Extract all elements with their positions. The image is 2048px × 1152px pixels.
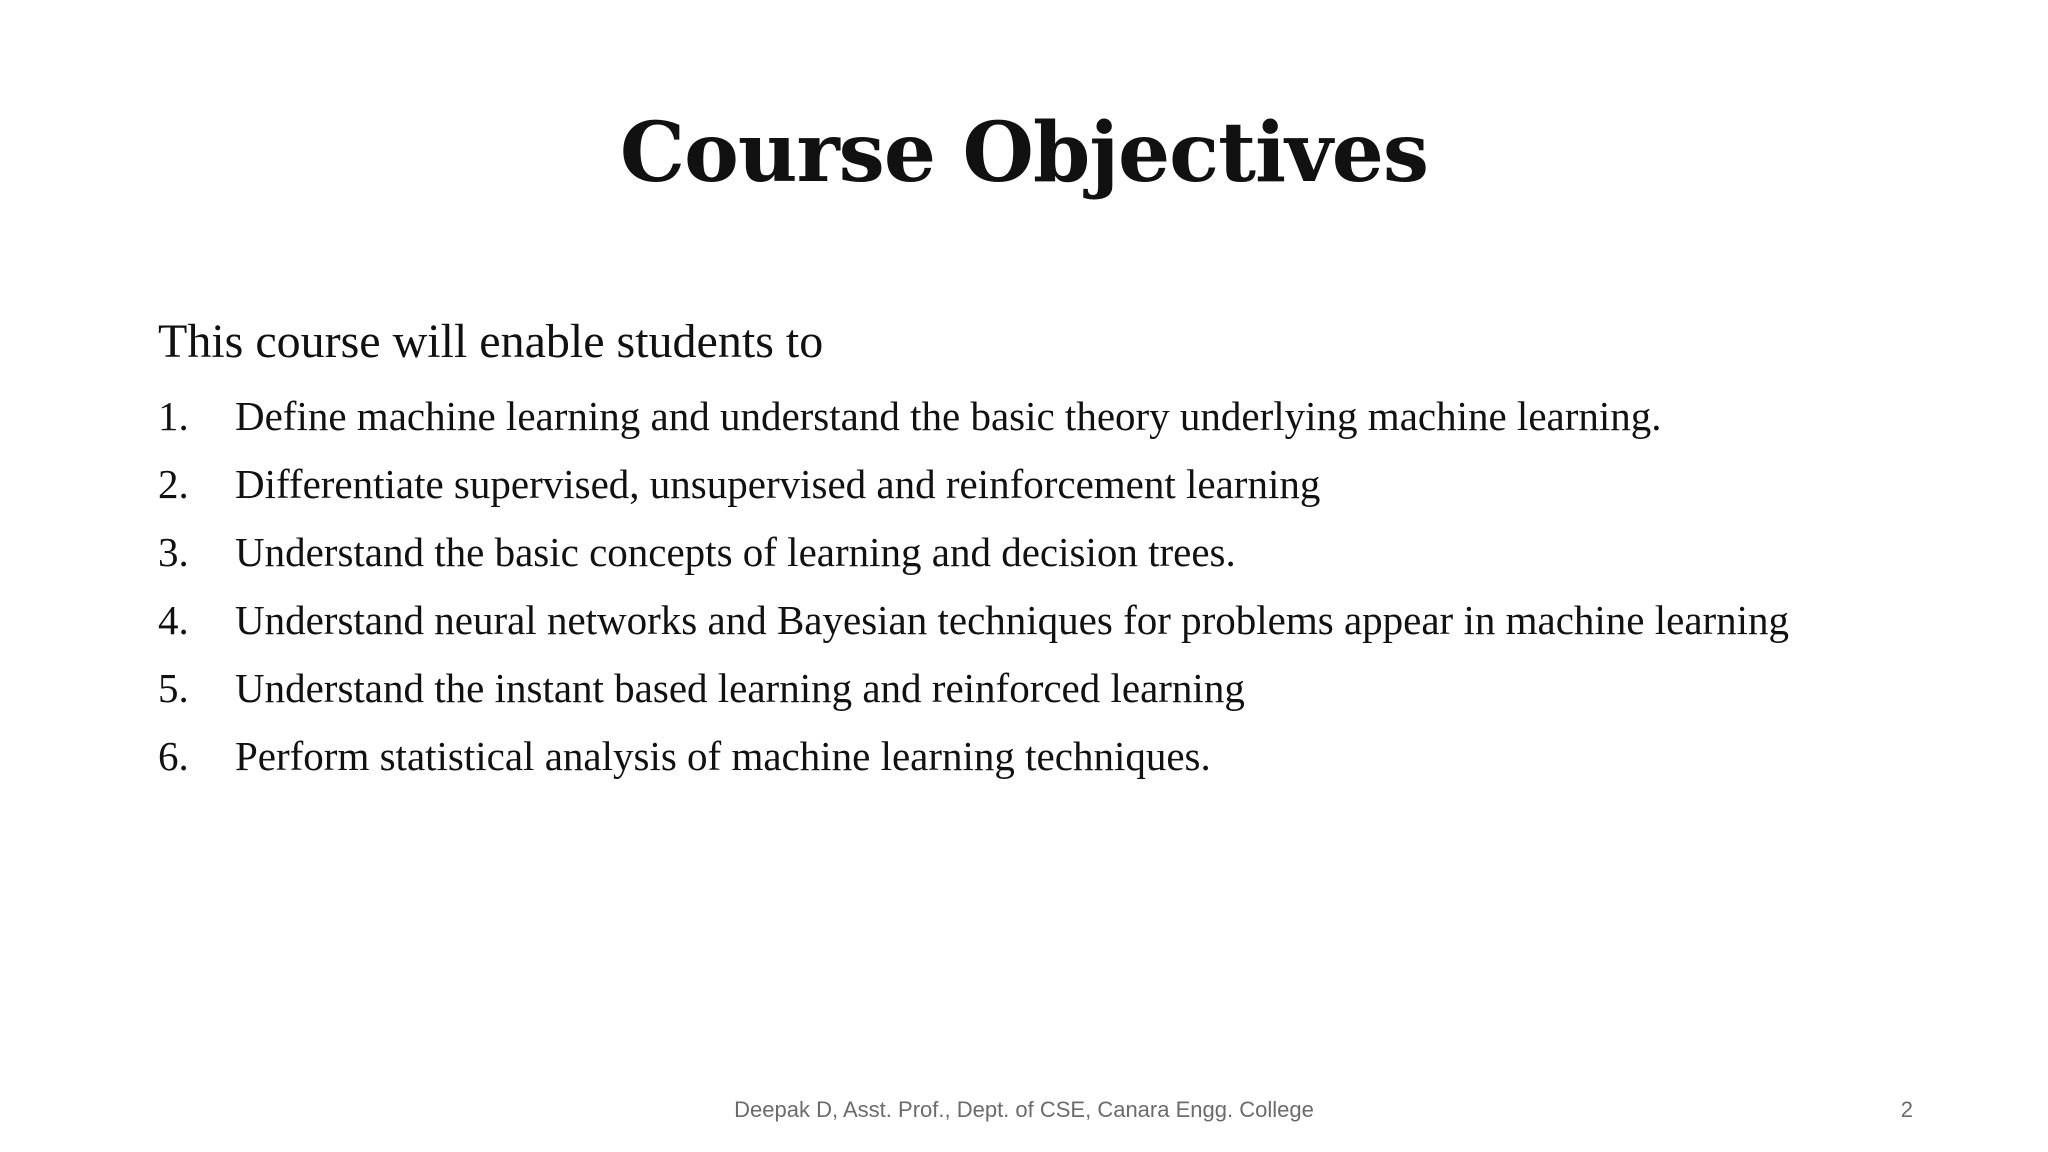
- list-item: [158, 664, 1789, 732]
- list-item: [158, 460, 1789, 528]
- list-item-number: 1.: [158, 393, 189, 439]
- list-item: [158, 596, 1789, 664]
- slide-footer: Deepak D, Asst. Prof., Dept. of CSE, Canara Engg. College: [734, 1097, 1314, 1122]
- list-item-text: Understand the instant based learning and reinforced learning: [235, 665, 1245, 711]
- list-item-text: Define machine learning and understand the basic theory underlying machine learning.: [235, 393, 1662, 439]
- list-item-number: 2.: [158, 461, 189, 507]
- slide-title: Course Objectives: [619, 105, 1429, 201]
- list-item-number: 5.: [158, 665, 189, 711]
- page-number: 2: [1900, 1097, 1913, 1122]
- list-item-text: Perform statistical analysis of machine learning techniques.: [235, 733, 1211, 779]
- list-item: [158, 732, 1789, 800]
- list-item: [158, 392, 1789, 460]
- list-item-text: Understand the basic concepts of learning and decision trees.: [235, 529, 1236, 575]
- list-item-number: 6.: [158, 733, 189, 779]
- objectives-list: [158, 392, 1789, 800]
- list-item: [158, 528, 1789, 596]
- list-item-text: Differentiate supervised, unsupervised and reinforcement learning: [235, 461, 1321, 507]
- list-item-number: 3.: [158, 529, 189, 575]
- list-item-text: Understand neural networks and Bayesian techniques for problems appear in machine learning: [235, 597, 1790, 643]
- intro-text: This course will enable students to: [158, 315, 824, 368]
- list-item-number: 4.: [158, 597, 189, 643]
